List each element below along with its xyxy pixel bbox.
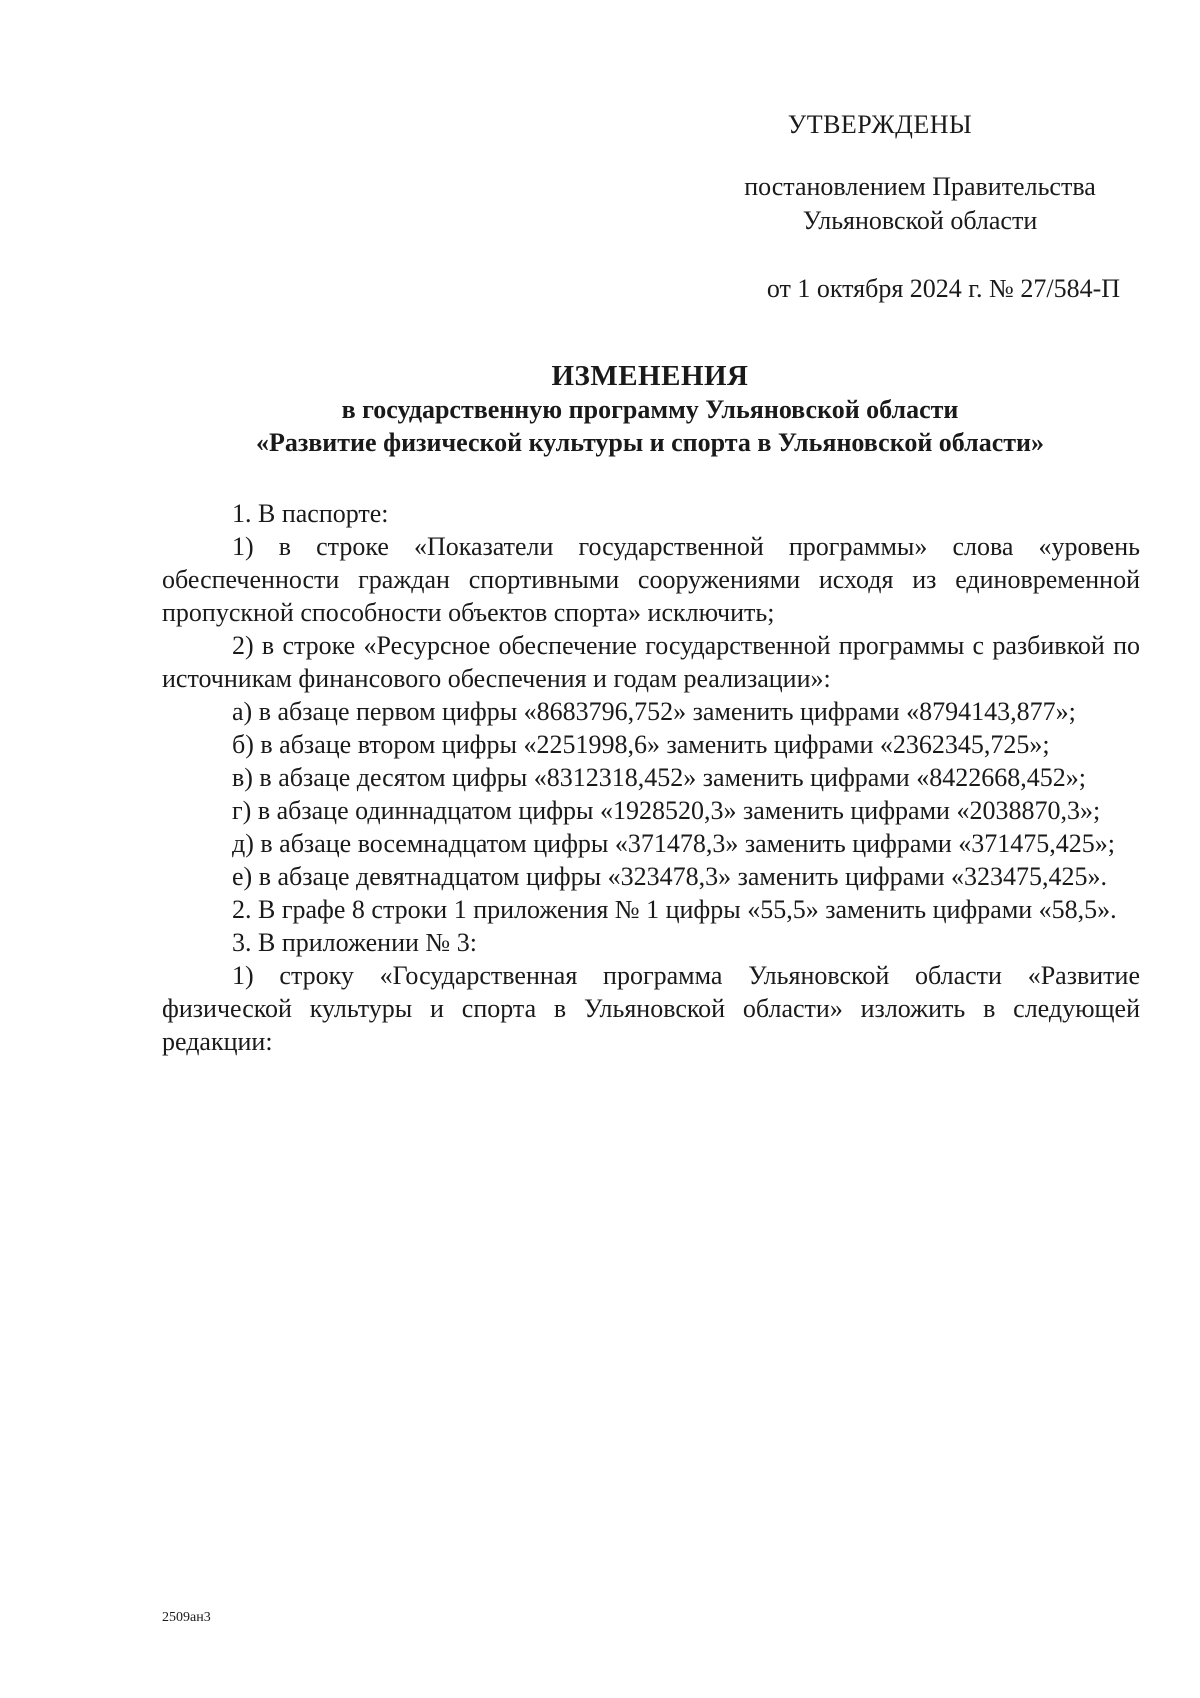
approval-authority-line-2: Ульяновской области bbox=[802, 206, 1038, 235]
paragraph-1: 1. В паспорте: bbox=[232, 499, 389, 528]
paragraph-12: 1) строку «Государственная программа Ульяновской области «Развитие физической культуры и спорта в Ульяновской области» изложить в следующей редакции: bbox=[162, 961, 1140, 1056]
paragraph-4: а) в абзаце первом цифры «8683796,752» заменить цифрами «8794143,877»; bbox=[232, 697, 1076, 726]
paragraph-5: б) в абзаце втором цифры «2251998,6» заменить цифрами «2362345,725»; bbox=[232, 730, 1050, 759]
paragraph-2: 1) в строке «Показатели государственной программы» слова «уровень обеспеченности граждан спортивными сооружениями исходя из единовременной пропускной способности объектов спорта» исключить; bbox=[162, 532, 1140, 627]
approval-authority-line-1: постановлением Правительства bbox=[744, 172, 1096, 201]
paragraph-6: в) в абзаце десятом цифры «8312318,452» заменить цифрами «8422668,452»; bbox=[232, 763, 1086, 792]
heading-subtitle-line-2: «Развитие физической культуры и спорта в Ульяновской области» bbox=[255, 428, 1045, 457]
paragraph-3: 2) в строке «Ресурсное обеспечение государственной программы с разбивкой по источникам финансового обеспечения и годам реализации»: bbox=[162, 631, 1140, 693]
footer-document-code: 2509ан3 bbox=[162, 1610, 211, 1625]
approval-authority bbox=[720, 170, 1120, 238]
heading-title: ИЗМЕНЕНИЯ bbox=[551, 360, 749, 392]
paragraph-7: г) в абзаце одиннадцатом цифры «1928520,3» заменить цифрами «2038870,3»; bbox=[232, 796, 1101, 825]
document-body bbox=[162, 497, 1140, 1058]
document-heading bbox=[160, 360, 1140, 459]
approval-date-number: от 1 октября 2024 г. № 27/584-П bbox=[766, 274, 1120, 303]
paragraph-9: е) в абзаце девятнадцатом цифры «323478,3» заменить цифрами «323475,425». bbox=[232, 862, 1108, 891]
paragraph-8: д) в абзаце восемнадцатом цифры «371478,3» заменить цифрами «371475,425»; bbox=[232, 829, 1116, 858]
heading-subtitle-line-1: в государственную программу Ульяновской области bbox=[341, 395, 959, 424]
approval-stamp-title: УТВЕРЖДЕНЫ bbox=[787, 110, 973, 139]
paragraph-10: 2. В графе 8 строки 1 приложения № 1 цифры «55,5» заменить цифрами «58,5». bbox=[232, 895, 1117, 924]
paragraph-11: 3. В приложении № 3: bbox=[232, 928, 477, 957]
